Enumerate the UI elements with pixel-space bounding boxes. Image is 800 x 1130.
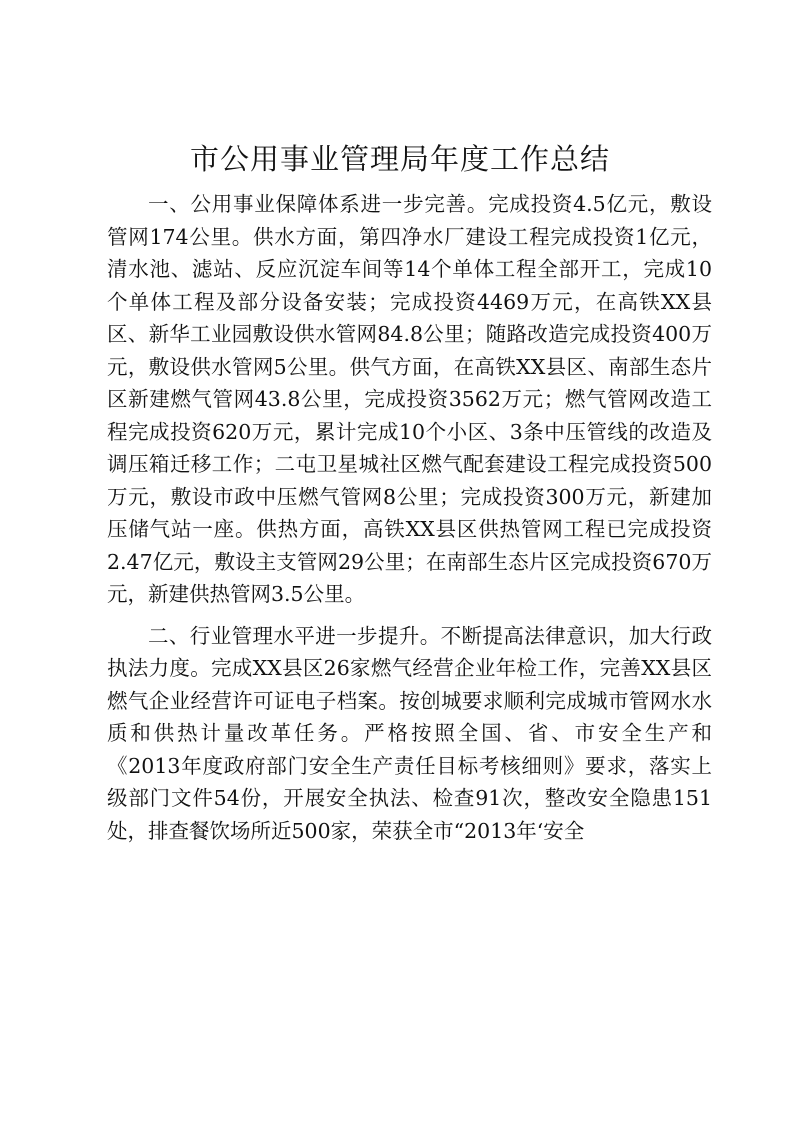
paragraph-1: 一、公用事业保障体系进一步完善。完成投资4.5亿元，敷设管网174公里。供水方面，第四净水厂建设工程完成投资1亿元，清水池、滤站、反应沉淀车间等14个单体工程全部开工，完成10个单体工程及部分设备安装；完成投资4469万元，在高铁XX县区、新华工业园敷设供水管网84.8公里；随路改造完成投资400万元，敷设供水管网5公里。供气方面，在高铁XX县区、南部生态片区新建燃气管网43.8公里，完成投资3562万元；燃气管网改造工程完成投资620万元，累计完成10个小区、3条中压管线的改造及调压箱迁移工作；二屯卫星城社区燃气配套建设工程完成投资500万元，敷设市政中压燃气管网8公里；完成投资300万元，新建加压储气站一座。供热方面，高铁XX县区供热管网工程已完成投资2.47亿元，敷设主支管网29公里；在南部生态片区完成投资670万元，新建供热管网3.5公里。 [107, 192, 712, 606]
paragraph-2: 二、行业管理水平进一步提升。不断提高法律意识，加大行政执法力度。完成XX县区26家燃气经营企业年检工作，完善XX县区燃气企业经营许可证电子档案。按创城要求顺利完成城市管网水水质和供热计量改革任务。严格按照全国、省、市安全生产和《2013年度政府部门安全生产责任目标考核细则》要求，落实上级部门文件54份，开展安全执法、检查91次，整改安全隐患151处，排查餐饮场所近500家，荣获全市“2013年‘安全 [107, 623, 712, 843]
document-title: 市公用事业管理局年度工作总结 [189, 142, 610, 176]
document-body [107, 188, 712, 856]
